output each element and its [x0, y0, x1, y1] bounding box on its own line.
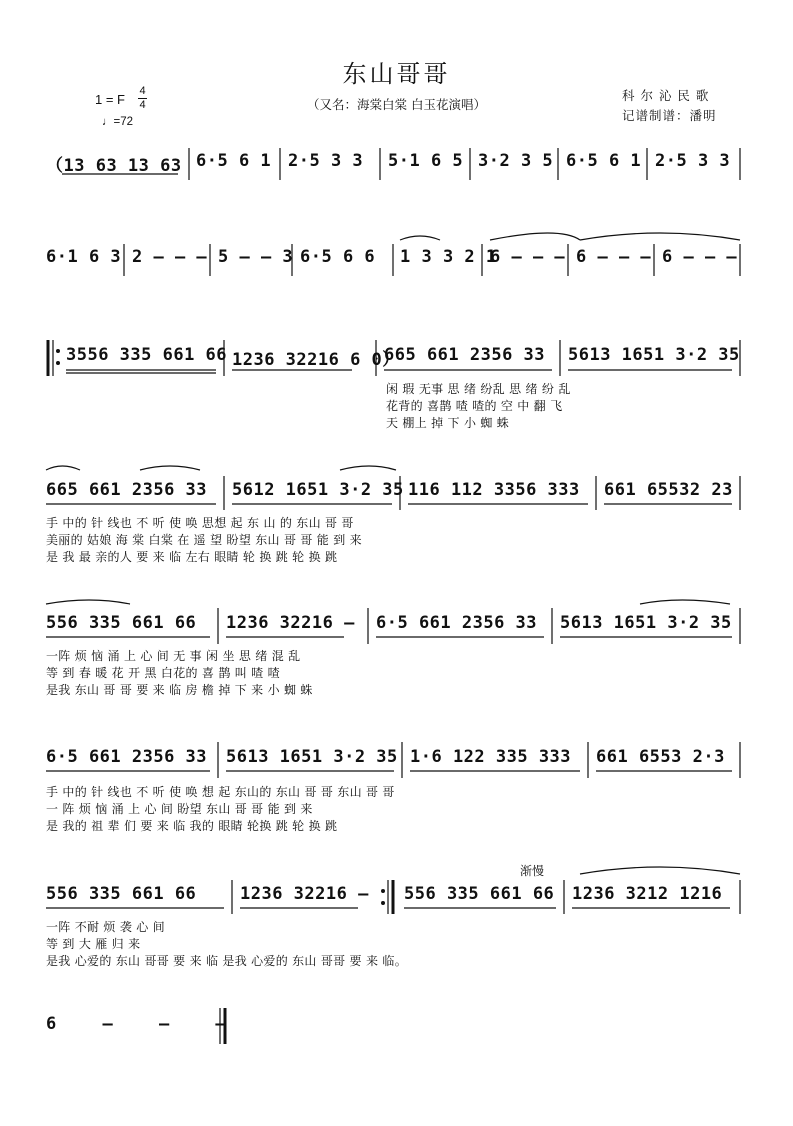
lyrics-row3-verse3: 天 棚上 掉 下 小 蜘 蛛 — [386, 416, 510, 430]
bar: 6·5 6 1 — [196, 151, 272, 171]
time-signature-top: 4 — [139, 85, 146, 97]
bar: 2·5 3 3 — [288, 151, 364, 171]
lyrics-row7-verse2: 等 到 大 雁 归 来 — [46, 937, 141, 951]
lyrics-row6-verse1: 手 中的 针 线也 不 听 使 唤 想 起 东山的 东山 哥 哥 东山 哥 哥 — [46, 785, 395, 799]
bar: 5613 1651 3·2 35 — [560, 613, 732, 633]
bar: 1236 3212 1216 — [572, 884, 723, 904]
time-signature-bottom: 4 — [139, 99, 146, 111]
slur — [490, 233, 580, 240]
repeat-dot — [56, 349, 60, 353]
slur — [640, 600, 730, 604]
lyrics-row4-verse3: 是 我 最 亲的人 要 来 临 左右 眼睛 轮 换 跳 轮 换 跳 — [46, 550, 338, 564]
slur — [340, 466, 396, 470]
arranger-credit: 记谱制谱：潘明 — [622, 108, 717, 123]
lyrics-row7-verse1: 一阵 不耐 烦 袭 心 间 — [46, 920, 165, 934]
genre-credit: 科 尔 沁 民 歌 — [622, 88, 710, 103]
lyrics-row3-verse1: 闲 瑕 无事 思 绪 纷乱 思 绪 纷 乱 — [386, 382, 571, 396]
bar: 1 3 3 2 1 — [400, 247, 497, 267]
lyrics-row4-verse1: 手 中的 针 线也 不 听 使 唤 思想 起 东 山 的 东山 哥 哥 — [46, 516, 354, 530]
tempo-marking: ♩=72 — [102, 116, 134, 128]
bar: 665 661 2356 33 — [46, 480, 208, 500]
bar: 556 335 661 66 — [46, 613, 197, 633]
gradual-slow-marking: 渐慢 — [520, 864, 545, 878]
repeat-dot — [381, 901, 385, 905]
bar: 5612 1651 3·2 35 — [232, 480, 404, 500]
bar: 1236 32216 – — [226, 613, 355, 633]
bar: 6·5 6 6 — [300, 247, 376, 267]
bar: 6·1 6 3 — [46, 247, 122, 267]
bar: 556 335 661 66 — [404, 884, 555, 904]
lyrics-row6-verse2: 一 阵 烦 恼 涌 上 心 间 盼望 东山 哥 哥 能 到 来 — [46, 802, 313, 816]
bar: 6 – – – — [576, 247, 652, 267]
slur — [400, 236, 440, 240]
bar: 2·5 3 3 — [655, 151, 731, 171]
bar: 6 – – – — [662, 247, 738, 267]
bar: 5613 1651 3·2 35 — [568, 345, 740, 365]
slur — [580, 233, 740, 240]
slur — [580, 867, 740, 874]
bar: 1236 32216 – — [240, 884, 369, 904]
bar: 6·5 6 1 — [566, 151, 642, 171]
slur — [46, 466, 80, 470]
lyrics-row5-verse1: 一阵 烦 恼 涌 上 心 间 无 事 闲 坐 思 绪 混 乱 — [46, 649, 301, 663]
bar: 556 335 661 66 — [46, 884, 197, 904]
lyrics-row7-verse3: 是我 心爱的 东山 哥哥 要 来 临 是我 心爱的 东山 哥哥 要 来 临。 — [46, 954, 407, 968]
bar: （13 63 13 63 — [46, 156, 182, 176]
bar: 5 – – 3 — [218, 247, 294, 267]
bar: 2 – – – — [132, 247, 208, 267]
bar: 5·1 6 5 — [388, 151, 464, 171]
bar: 661 65532 23 — [604, 480, 733, 500]
bar: 5613 1651 3·2 35 — [226, 747, 398, 767]
bar: 3·2 3 5 — [478, 151, 554, 171]
lyrics-row5-verse3: 是我 东山 哥 哥 要 来 临 房 檐 掉 下 来 小 蜘 蛛 — [46, 683, 313, 697]
bar: 6·5 661 2356 33 — [46, 747, 208, 767]
bar: 3556 335 661 66 — [66, 345, 228, 365]
song-title: 东山哥哥 — [342, 60, 451, 88]
bar: 661 6553 2·3 — [596, 747, 725, 767]
bar: 1236 32216 6 0） — [232, 350, 400, 370]
repeat-dot — [381, 889, 385, 893]
bar: 6 – – – — [490, 247, 566, 267]
bar: 6 – – – — [46, 1014, 244, 1034]
slur — [140, 466, 200, 470]
lyrics-row5-verse2: 等 到 春 暖 花 开 黑 白花的 喜 鹊 叫 喳 喳 — [46, 666, 280, 680]
lyrics-row4-verse2: 美丽的 姑娘 海 棠 白棠 在 遥 望 盼望 东山 哥 哥 能 到 来 — [46, 533, 362, 547]
bar: 6·5 661 2356 33 — [376, 613, 538, 633]
song-subtitle: （又名：海棠白棠 白玉花演唱） — [307, 97, 486, 112]
lyrics-row6-verse3: 是 我的 祖 辈 们 要 来 临 我的 眼睛 轮换 跳 轮 换 跳 — [46, 819, 338, 833]
slur — [46, 600, 130, 604]
lyrics-row3-verse2: 花背的 喜鹊 喳 喳的 空 中 翻 飞 — [386, 399, 563, 413]
bar: 665 661 2356 33 — [384, 345, 546, 365]
key-signature: 1 = F — [95, 92, 125, 107]
bar: 1·6 122 335 333 — [410, 747, 572, 767]
bar: 116 112 3356 333 — [408, 480, 580, 500]
repeat-dot — [56, 361, 60, 365]
